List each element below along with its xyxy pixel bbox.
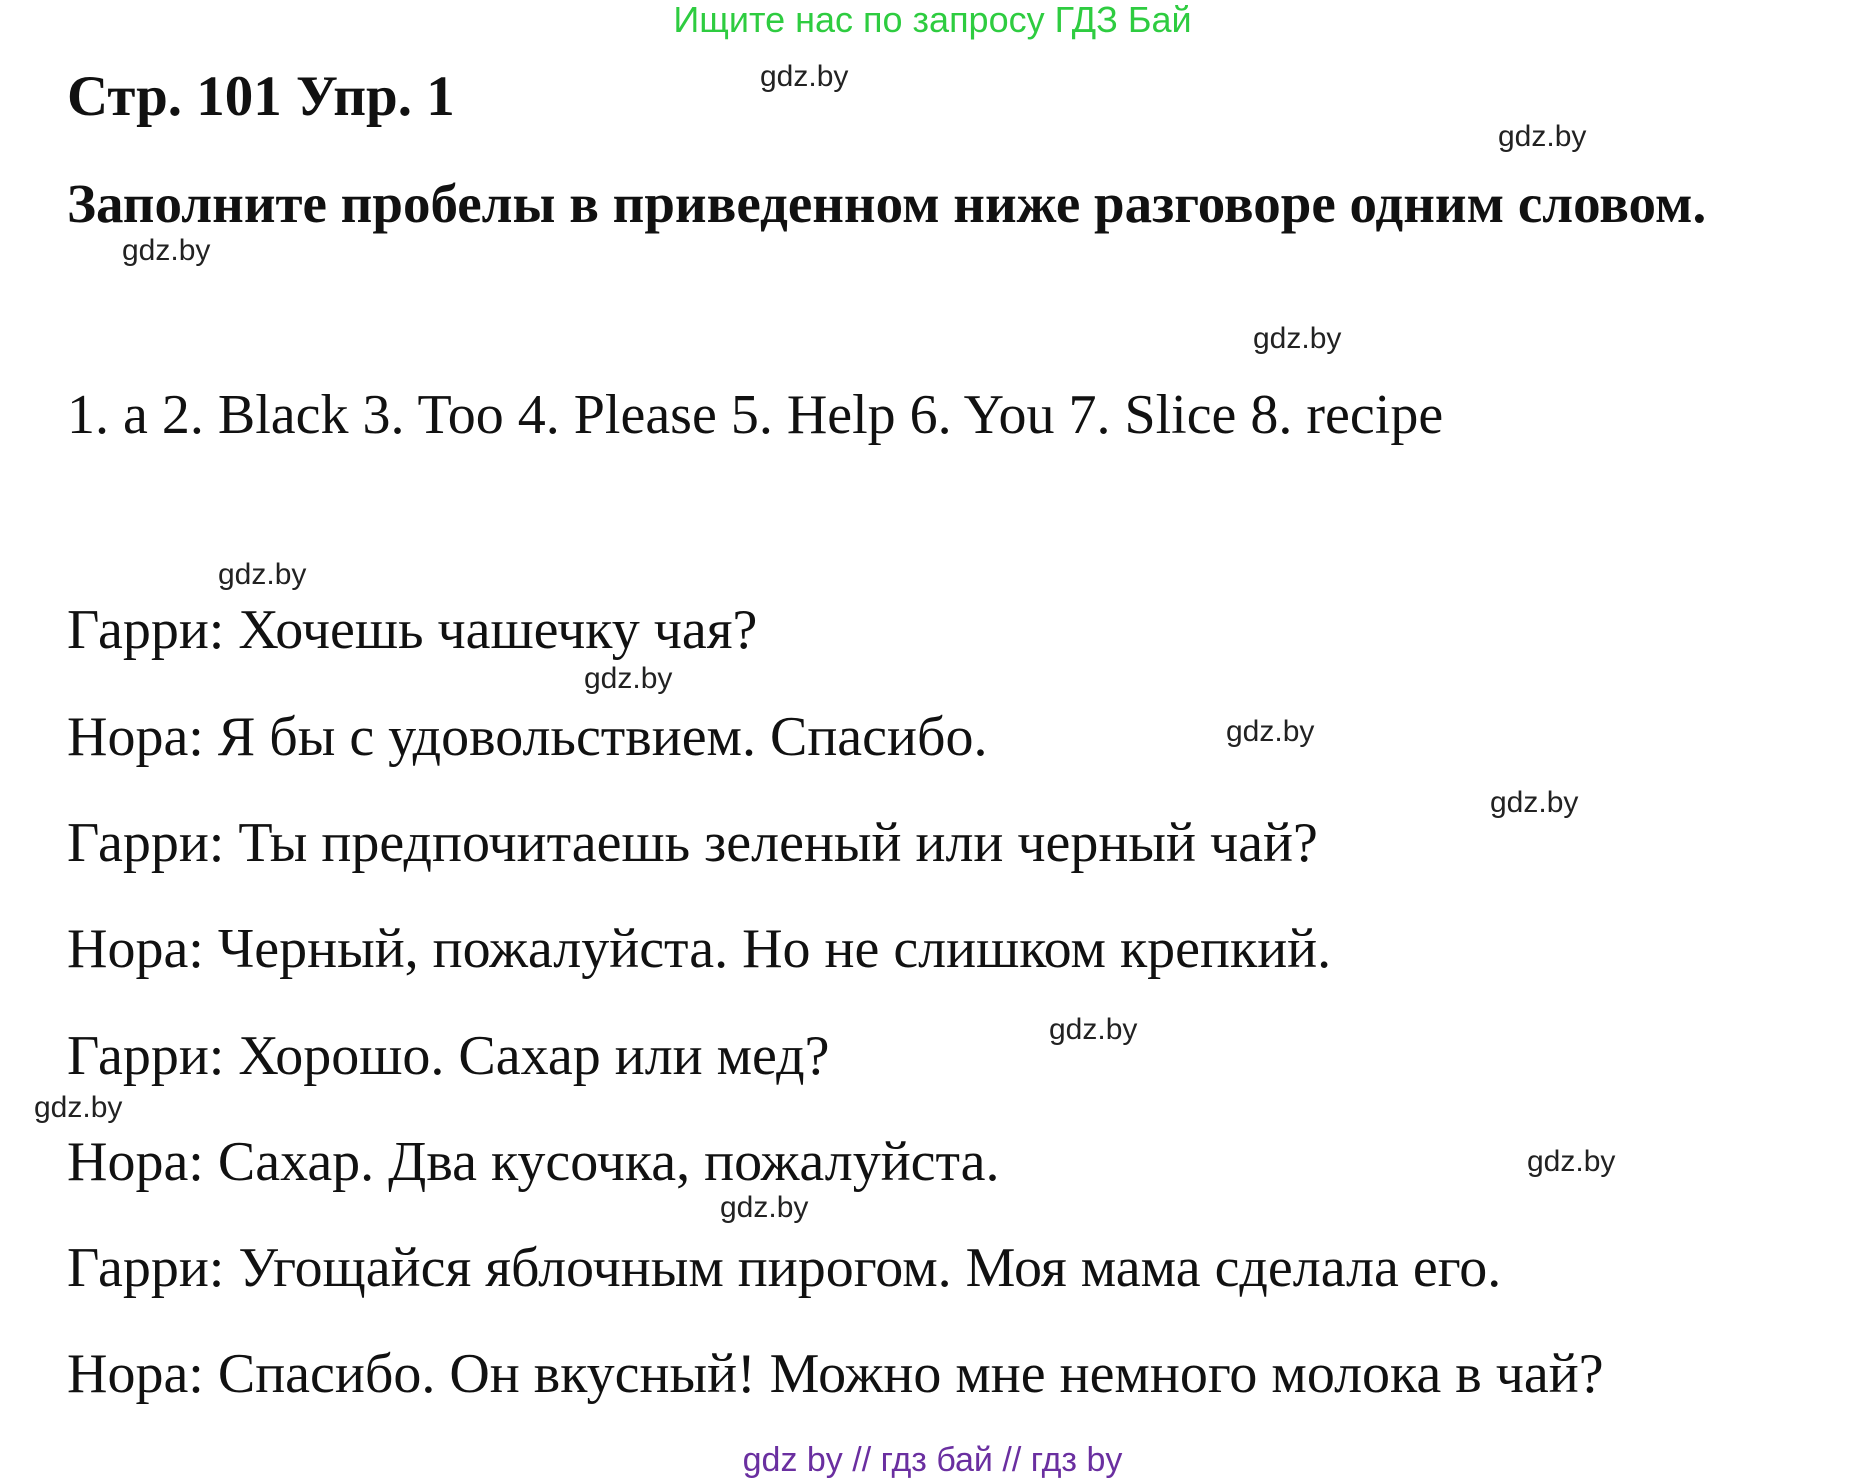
footer-watermark: gdz by // гдз бай // гдз by [742,1441,1123,1479]
dialogue-line: Нора: Я бы с удовольствием. Спасибо. [67,706,988,768]
answers-line: 1. a 2. Black 3. Too 4. Please 5. Help 6. You 7. Slice 8. recipe [67,384,1444,446]
page-title: Стр. 101 Упр. 1 [67,65,455,128]
watermark: gdz.by [1527,1145,1616,1178]
dialogue-line: Гарри: Хочешь чашечку чая? [67,599,758,661]
dialogue-line: Нора: Сахар. Два кусочка, пожалуйста. [67,1131,1000,1193]
dialogue-line: Нора: Черный, пожалуйста. Но не слишком крепкий. [67,918,1332,980]
dialogue-line: Гарри: Ты предпочитаешь зеленый или черный чай? [67,812,1318,874]
watermark: gdz.by [218,558,307,591]
watermark: gdz.by [1049,1013,1138,1046]
search-banner: Ищите нас по запросу ГДЗ Бай [673,0,1192,40]
dialogue-line: Гарри: Угощайся яблочным пирогом. Моя мама сделала его. [67,1237,1502,1299]
exercise-instruction: Заполните пробелы в приведенном ниже разговоре одним словом. [67,173,1707,234]
watermark: gdz.by [1498,120,1587,153]
watermark: gdz.by [1253,322,1342,355]
watermark: gdz.by [1490,786,1579,819]
watermark: gdz.by [1226,715,1315,748]
watermark: gdz.by [34,1091,123,1124]
watermark: gdz.by [720,1191,809,1224]
watermark: gdz.by [584,662,673,695]
dialogue-line: Нора: Спасибо. Он вкусный! Можно мне немного молока в чай? [67,1343,1604,1405]
watermark: gdz.by [122,234,211,267]
watermark: gdz.by [760,60,849,93]
dialogue-line: Гарри: Хорошо. Сахар или мед? [67,1025,830,1087]
